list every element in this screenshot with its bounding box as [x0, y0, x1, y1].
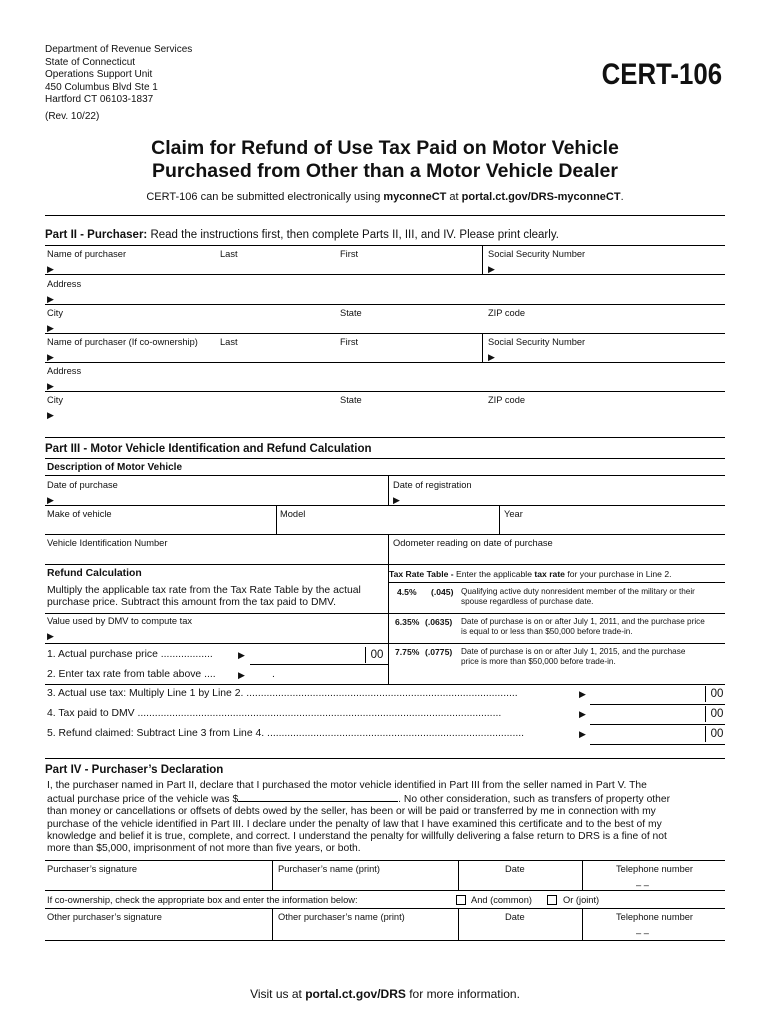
date-label: Date	[505, 912, 525, 922]
city-label: City	[47, 395, 64, 405]
entry-arrow-icon[interactable]: ▶	[579, 709, 586, 719]
line1-cents: 00	[365, 647, 388, 663]
entry-arrow-icon[interactable]: ▶	[238, 650, 245, 660]
divider	[45, 391, 725, 392]
agency-line: Hartford CT 06103-1837	[45, 94, 154, 106]
divider	[45, 245, 725, 246]
rate-value: 6.35%	[395, 617, 420, 627]
year-label: Year	[504, 509, 523, 519]
divider	[388, 475, 389, 505]
title-line-1: Claim for Refund of Use Tax Paid on Motor Vehicle	[151, 137, 619, 159]
vehicle-description-heading: Description of Motor Vehicle	[47, 462, 183, 473]
other-printed-name-label: Other purchaser’s name (print)	[278, 912, 405, 922]
purchase-price-input[interactable]	[238, 792, 398, 802]
portal-link[interactable]: portal.ct.gov/DRS-myconneCT	[461, 191, 621, 203]
line4-label: 4. Tax paid to DMV ..............................................................................................................................	[47, 708, 502, 719]
rate-table-text: for your purchase in Line 2.	[564, 569, 672, 579]
rate-table-title: Tax Rate Table -	[389, 569, 454, 579]
rate-decimal: (.045)	[431, 587, 454, 597]
input-underline[interactable]	[250, 664, 388, 665]
submission-text: at	[446, 191, 462, 203]
entry-arrow-icon[interactable]: ▶	[47, 631, 54, 641]
declaration-text-part: . No other consideration, such as transfers of property other	[398, 794, 671, 806]
and-common-label: And (common)	[471, 895, 532, 905]
rate-desc-line: Date of purchase is on or after July 1, 2015, and the purchase	[461, 647, 686, 656]
footer-text: Visit us at	[250, 987, 306, 1001]
divider	[482, 333, 483, 362]
divider	[582, 908, 583, 940]
refund-calc-heading: Refund Calculation	[47, 568, 142, 579]
entry-arrow-icon[interactable]: ▶	[47, 410, 54, 420]
entry-arrow-icon[interactable]: ▶	[47, 294, 54, 304]
zip-label: ZIP code	[488, 395, 526, 405]
part2-title: Part II - Purchaser:	[45, 229, 148, 241]
entry-arrow-icon[interactable]: ▶	[579, 689, 586, 699]
phone-dashes: – –	[636, 928, 649, 938]
divider	[45, 940, 725, 941]
entry-arrow-icon[interactable]: ▶	[47, 352, 54, 362]
divider	[45, 860, 725, 861]
entry-arrow-icon[interactable]: ▶	[393, 495, 400, 505]
divider	[272, 908, 273, 940]
first-name-label: First	[340, 249, 359, 259]
divider	[45, 215, 725, 216]
divider	[45, 475, 725, 476]
state-label: State	[340, 308, 362, 318]
model-label: Model	[280, 509, 306, 519]
entry-arrow-icon[interactable]: ▶	[47, 495, 54, 505]
rate-description	[461, 617, 705, 637]
rate-description	[461, 647, 685, 667]
divider	[45, 274, 725, 275]
rate-table-text: Enter the applicable	[453, 569, 535, 579]
agency-line: Department of Revenue Services	[45, 44, 193, 55]
line1-label: 1. Actual purchase price ..................	[47, 649, 213, 660]
refund-instructions	[47, 585, 361, 609]
line3-label: 3. Actual use tax: Multiply Line 1 by Line 2. ..............................................................................................	[47, 688, 518, 699]
divider	[45, 333, 725, 334]
signature-label: Purchaser’s signature	[47, 864, 138, 874]
declaration-line	[47, 792, 727, 806]
divider	[45, 908, 725, 909]
form-title	[0, 137, 770, 183]
submission-text: .	[620, 191, 624, 203]
title-line-2: Purchased from Other than a Motor Vehicle Dealer	[152, 160, 618, 182]
last-name-label: Last	[220, 249, 238, 259]
odometer-label: Odometer reading on date of purchase	[393, 538, 553, 548]
rate-desc-line: Date of purchase is on or after July 1, 2011, and the purchase price	[461, 617, 705, 626]
make-label: Make of vehicle	[47, 509, 112, 519]
address-label: Address	[47, 366, 82, 376]
rate-table-bold: tax rate	[534, 569, 565, 579]
or-joint-label: Or (joint)	[563, 895, 600, 905]
rate-desc-line: spouse regardless of purchase date.	[461, 597, 594, 606]
co-owner-name-label: Name of purchaser (If co-ownership)	[47, 337, 198, 347]
line3-cents: 00	[705, 686, 728, 702]
dmv-value-label: Value used by DMV to compute tax	[47, 616, 193, 626]
registration-date-label: Date of registration	[393, 480, 472, 490]
line4-cents: 00	[705, 706, 728, 722]
divider	[276, 505, 277, 534]
city-label: City	[47, 308, 64, 318]
divider	[45, 362, 725, 363]
agency-line: State of Connecticut	[45, 56, 136, 68]
line5-label: 5. Refund claimed: Subtract Line 3 from Line 4. .........................................................................................	[47, 728, 524, 739]
last-name-label: Last	[220, 337, 238, 347]
rate-description	[461, 587, 695, 607]
divider	[458, 908, 459, 940]
declaration-line: purchase of the vehicle identified in Part III. I declare under the penalty of law that I have examined this certificate and to the best of my	[47, 818, 662, 830]
agency-address	[45, 44, 192, 107]
footer-link[interactable]: portal.ct.gov/DRS	[305, 987, 406, 1001]
part4-heading: Part IV - Purchaser’s Declaration	[45, 764, 224, 776]
input-underline[interactable]	[590, 704, 725, 705]
divider	[482, 245, 483, 274]
coownership-instruction: If co-ownership, check the appropriate box and enter the information below:	[47, 895, 358, 905]
zip-label: ZIP code	[488, 308, 526, 318]
divider	[45, 304, 725, 305]
rate-desc-line: is equal to or less than $50,000 before trade-in.	[461, 627, 633, 636]
purchaser-name-label: Name of purchaser	[47, 249, 127, 259]
entry-arrow-icon[interactable]: ▶	[47, 381, 54, 391]
part2-heading	[45, 229, 559, 241]
submission-text: CERT-106 can be submitted electronically using	[146, 191, 384, 203]
vin-label: Vehicle Identification Number	[47, 538, 168, 548]
declaration-line: I, the purchaser named in Part II, declare that I purchased the motor vehicle identified in Part III from the seller named in Part V. The	[47, 780, 647, 791]
purchase-date-label: Date of purchase	[47, 480, 118, 490]
divider	[45, 505, 725, 506]
divider	[389, 613, 725, 614]
divider	[45, 643, 388, 644]
divider	[45, 437, 725, 438]
divider	[45, 458, 725, 459]
entry-arrow-icon[interactable]: ▶	[488, 264, 495, 274]
form-id: CERT-106	[601, 58, 722, 91]
declaration-text-part: actual purchase price of the vehicle was $	[47, 794, 239, 806]
agency-line: 450 Columbus Blvd Ste 1	[45, 81, 158, 93]
declaration-line: knowledge and belief it is true, complete, and correct. I understand the penalty for willfully delivering a false return to DRS is a fine of not	[47, 830, 667, 842]
declaration-line: more than $5,000, imprisonment of not more than five years, or both.	[47, 843, 361, 855]
first-name-label: First	[340, 337, 359, 347]
divider	[389, 582, 725, 583]
ssn-label: Social Security Number	[488, 249, 586, 259]
phone-label: Telephone number	[616, 912, 694, 922]
agency-line: Operations Support Unit	[45, 69, 153, 81]
phone-label: Telephone number	[616, 864, 694, 874]
other-signature-label: Other purchaser’s signature	[47, 912, 162, 922]
divider	[45, 613, 388, 614]
input-underline[interactable]	[590, 744, 725, 745]
entry-arrow-icon[interactable]: ▶	[47, 264, 54, 274]
rate-value: 4.5%	[397, 587, 417, 597]
divider	[388, 534, 389, 564]
and-common-checkbox[interactable]	[456, 895, 466, 905]
rate-decimal: (.0635)	[425, 617, 453, 627]
entry-arrow-icon[interactable]: ▶	[47, 323, 54, 333]
app-name: myconneCT	[383, 191, 447, 203]
phone-dashes: – –	[636, 880, 649, 890]
rate-decimal-point: .	[272, 669, 275, 680]
divider	[458, 860, 459, 890]
divider	[45, 758, 725, 759]
state-label: State	[340, 395, 362, 405]
rate-desc-line: price is more than $50,000 before trade-in.	[461, 657, 616, 666]
footer-note	[0, 987, 770, 1001]
divider	[45, 890, 725, 891]
divider	[582, 860, 583, 890]
divider	[45, 534, 725, 535]
footer-text: for more information.	[405, 987, 520, 1001]
ssn-label: Social Security Number	[488, 337, 586, 347]
refund-text-line: Multiply the applicable tax rate from the Tax Rate Table by the actual	[47, 585, 361, 596]
entry-arrow-icon[interactable]: ▶	[579, 729, 586, 739]
entry-arrow-icon[interactable]: ▶	[488, 352, 495, 362]
divider	[45, 684, 725, 685]
divider	[45, 564, 725, 565]
submission-note	[0, 191, 770, 203]
declaration-text	[47, 780, 727, 855]
divider	[272, 860, 273, 890]
part2-instructions: Read the instructions first, then complete Parts II, III, and IV. Please print clearly.	[147, 229, 559, 241]
printed-name-label: Purchaser’s name (print)	[278, 864, 380, 874]
address-label: Address	[47, 279, 82, 289]
rate-value: 7.75%	[395, 647, 420, 657]
divider	[389, 643, 725, 644]
declaration-line: than money or cancellations or offsets of debts owed by the seller, has been or will be paid or transferred by me in connection with my	[47, 806, 656, 818]
revision-date: (Rev. 10/22)	[45, 111, 100, 122]
divider	[499, 505, 500, 534]
rate-table-instructions	[389, 569, 672, 579]
line2-label: 2. Enter tax rate from table above ....	[47, 669, 216, 680]
rate-desc-line: Qualifying active duty nonresident member of the military or their	[461, 587, 695, 596]
line5-cents: 00	[705, 726, 728, 742]
date-label: Date	[505, 864, 525, 874]
entry-arrow-icon[interactable]: ▶	[238, 670, 245, 680]
refund-text-line: purchase price. Subtract this amount from the tax paid to DMV.	[47, 597, 336, 609]
rate-decimal: (.0775)	[425, 647, 453, 657]
input-underline[interactable]	[590, 724, 725, 725]
part3-heading: Part III - Motor Vehicle Identification and Refund Calculation	[45, 443, 372, 455]
or-joint-checkbox[interactable]	[547, 895, 557, 905]
